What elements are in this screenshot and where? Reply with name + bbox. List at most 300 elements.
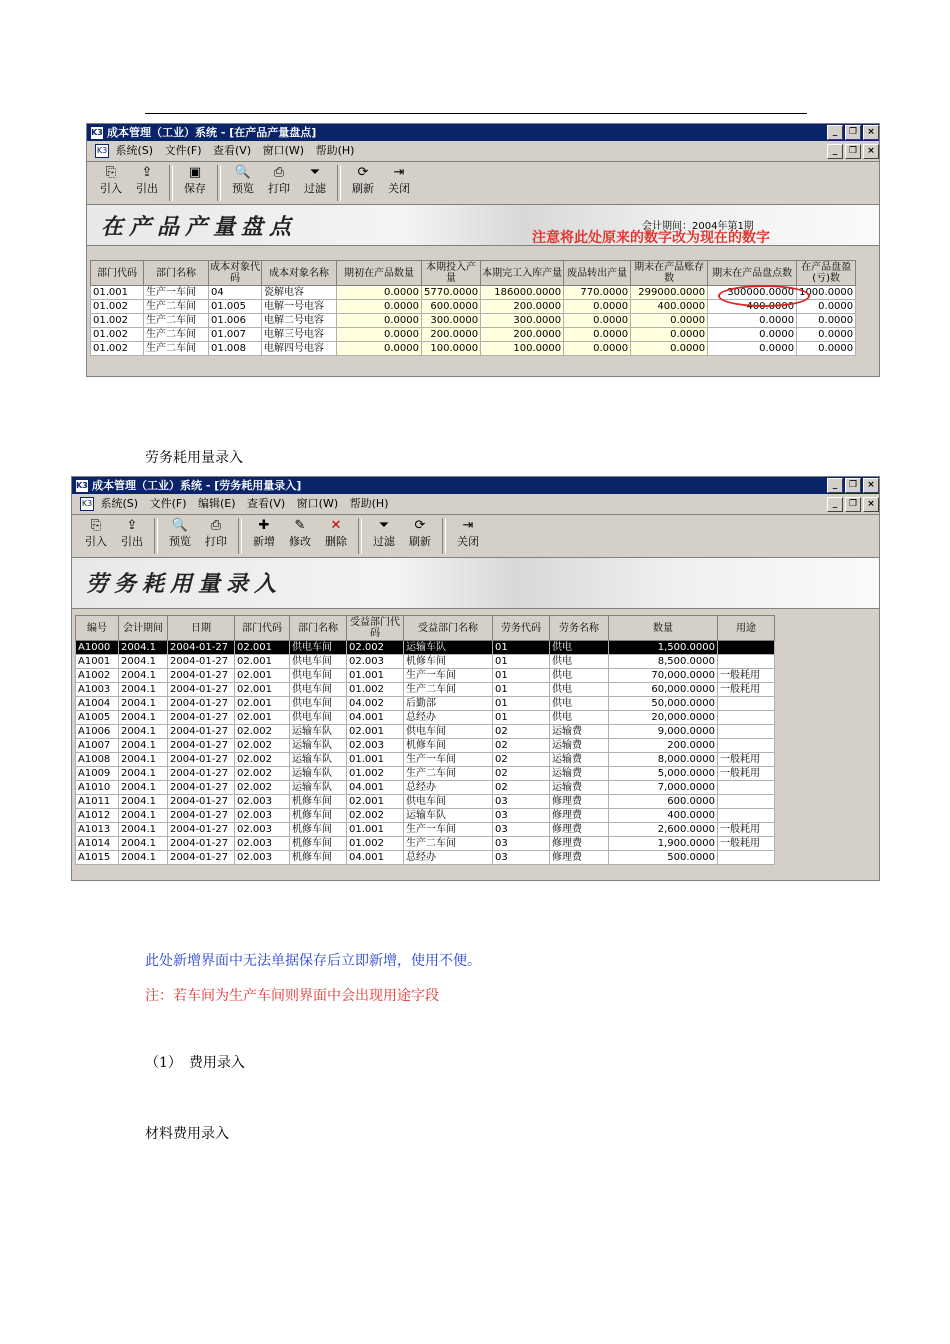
minimize-icon[interactable]: _ bbox=[827, 125, 843, 140]
column-header[interactable]: 部门代码 bbox=[235, 616, 290, 641]
table-cell[interactable] bbox=[718, 711, 775, 725]
table-cell[interactable]: 02 bbox=[493, 739, 550, 753]
table-cell[interactable]: 运输费 bbox=[550, 739, 609, 753]
table-cell[interactable] bbox=[718, 781, 775, 795]
table-cell[interactable]: 2004.1 bbox=[119, 697, 168, 711]
table-cell[interactable]: 运输车队 bbox=[404, 809, 493, 823]
table-cell[interactable]: 修理费 bbox=[550, 851, 609, 865]
table-cell[interactable]: 2004-01-27 bbox=[168, 641, 235, 655]
table-cell[interactable]: 02.003 bbox=[235, 823, 290, 837]
table-cell[interactable]: 0.0000 bbox=[564, 300, 631, 314]
table-cell[interactable]: 0.0000 bbox=[797, 300, 856, 314]
table-cell[interactable]: 2004.1 bbox=[119, 641, 168, 655]
filter-button[interactable]: ⏷ 过滤 bbox=[366, 515, 402, 550]
table-cell[interactable]: 02.001 bbox=[347, 795, 404, 809]
table-cell[interactable]: 供电车间 bbox=[290, 641, 347, 655]
table-cell[interactable]: 2004-01-27 bbox=[168, 767, 235, 781]
table-cell[interactable]: 0.0000 bbox=[631, 314, 708, 328]
table-cell[interactable]: 供电车间 bbox=[290, 697, 347, 711]
table-cell[interactable]: 供电 bbox=[550, 669, 609, 683]
menu-help[interactable]: 帮助(H) bbox=[315, 144, 355, 157]
table-cell[interactable]: 2004.1 bbox=[119, 781, 168, 795]
table-cell[interactable]: 02.001 bbox=[347, 725, 404, 739]
table-cell[interactable]: A1000 bbox=[76, 641, 119, 655]
table-cell[interactable]: 02.001 bbox=[235, 683, 290, 697]
column-header[interactable]: 部门名称 bbox=[144, 261, 209, 286]
table-cell[interactable]: 02 bbox=[493, 781, 550, 795]
table-cell[interactable]: 修理费 bbox=[550, 795, 609, 809]
table-cell[interactable]: 2004.1 bbox=[119, 851, 168, 865]
table-cell[interactable]: 生产一车间 bbox=[144, 286, 209, 300]
table-cell[interactable]: 电解四号电容 bbox=[262, 342, 337, 356]
table-cell[interactable]: 01.002 bbox=[347, 767, 404, 781]
table-cell[interactable]: A1014 bbox=[76, 837, 119, 851]
table-cell[interactable]: 供电 bbox=[550, 711, 609, 725]
table-cell[interactable]: 02.002 bbox=[235, 767, 290, 781]
table-cell[interactable]: 01 bbox=[493, 697, 550, 711]
table-cell[interactable]: 02.002 bbox=[347, 641, 404, 655]
close-icon[interactable]: × bbox=[863, 497, 879, 512]
table-cell[interactable]: 电解一号电容 bbox=[262, 300, 337, 314]
table-cell[interactable]: 机修车间 bbox=[290, 851, 347, 865]
table-cell[interactable]: 机修车间 bbox=[290, 795, 347, 809]
table-cell[interactable]: 770.0000 bbox=[564, 286, 631, 300]
table-cell[interactable]: 一般耗用 bbox=[718, 837, 775, 851]
import-button[interactable]: ⎘ 引入 bbox=[93, 162, 129, 197]
export-button[interactable]: ⇪ 引出 bbox=[129, 162, 165, 197]
close-icon[interactable]: × bbox=[863, 478, 879, 493]
restore-icon[interactable]: ❐ bbox=[845, 478, 861, 493]
menu-view[interactable]: 查看(V) bbox=[213, 144, 252, 157]
table-row[interactable] bbox=[76, 781, 775, 795]
table-cell[interactable]: 供电车间 bbox=[404, 795, 493, 809]
table-cell[interactable]: 供电车间 bbox=[290, 711, 347, 725]
refresh-button[interactable]: ⟳ 刷新 bbox=[402, 515, 438, 550]
table-cell[interactable]: 供电 bbox=[550, 683, 609, 697]
k3-menu-icon[interactable]: K3 bbox=[95, 144, 109, 158]
export-button[interactable]: ⇪ 引出 bbox=[114, 515, 150, 550]
table-cell[interactable]: 生产二车间 bbox=[144, 342, 209, 356]
table-cell[interactable]: 02.001 bbox=[235, 669, 290, 683]
menu-window[interactable]: 窗口(W) bbox=[296, 497, 339, 510]
table-cell[interactable]: 供电车间 bbox=[290, 683, 347, 697]
table-cell[interactable]: 01.002 bbox=[91, 300, 144, 314]
table-cell[interactable]: A1006 bbox=[76, 725, 119, 739]
table-cell[interactable]: 供电车间 bbox=[404, 725, 493, 739]
table-cell[interactable]: 0.0000 bbox=[797, 328, 856, 342]
table-cell[interactable]: 运输费 bbox=[550, 725, 609, 739]
table-cell[interactable]: 02.003 bbox=[347, 655, 404, 669]
table-cell[interactable]: A1005 bbox=[76, 711, 119, 725]
table-cell[interactable]: 2004.1 bbox=[119, 725, 168, 739]
table-cell[interactable]: 生产二车间 bbox=[404, 767, 493, 781]
save-button[interactable]: ▣ 保存 bbox=[177, 162, 213, 197]
table-cell[interactable]: 后勤部 bbox=[404, 697, 493, 711]
table-cell[interactable]: 运输车队 bbox=[290, 739, 347, 753]
table-cell[interactable]: A1010 bbox=[76, 781, 119, 795]
table-cell[interactable]: 0.0000 bbox=[708, 342, 797, 356]
column-header[interactable]: 部门名称 bbox=[290, 616, 347, 641]
table-cell[interactable]: 01 bbox=[493, 669, 550, 683]
table-cell[interactable]: 02.003 bbox=[235, 795, 290, 809]
table-cell[interactable]: 600.0000 bbox=[422, 300, 481, 314]
table-cell[interactable]: 2004.1 bbox=[119, 809, 168, 823]
table-cell[interactable]: 电解三号电容 bbox=[262, 328, 337, 342]
table-cell[interactable]: 01.002 bbox=[347, 683, 404, 697]
table-cell[interactable]: 总经办 bbox=[404, 851, 493, 865]
column-header[interactable]: 本期投入产量 bbox=[422, 261, 481, 286]
column-header[interactable]: 编号 bbox=[76, 616, 119, 641]
table-cell[interactable]: 1000.0000 bbox=[797, 286, 856, 300]
table-row[interactable] bbox=[76, 683, 775, 697]
table-cell[interactable]: A1001 bbox=[76, 655, 119, 669]
table-cell[interactable]: 一般耗用 bbox=[718, 683, 775, 697]
table-cell[interactable]: 生产二车间 bbox=[404, 683, 493, 697]
table-cell[interactable]: 机修车间 bbox=[290, 809, 347, 823]
table-cell[interactable]: 5,000.0000 bbox=[609, 767, 718, 781]
table-cell[interactable]: 01.001 bbox=[91, 286, 144, 300]
table-cell[interactable]: 02.002 bbox=[235, 739, 290, 753]
table-cell[interactable]: 01.001 bbox=[347, 823, 404, 837]
table-cell[interactable]: 一般耗用 bbox=[718, 753, 775, 767]
table-cell[interactable]: 200.0000 bbox=[481, 328, 564, 342]
add-button[interactable]: ✚ 新增 bbox=[246, 515, 282, 550]
table-cell[interactable]: 03 bbox=[493, 795, 550, 809]
table-cell[interactable]: A1011 bbox=[76, 795, 119, 809]
table-cell[interactable]: 01.002 bbox=[91, 328, 144, 342]
table-cell[interactable]: 生产二车间 bbox=[144, 328, 209, 342]
menu-view[interactable]: 查看(V) bbox=[247, 497, 286, 510]
table-cell[interactable]: 供电 bbox=[550, 697, 609, 711]
column-header[interactable]: 期初在产品数量 bbox=[337, 261, 422, 286]
table-row[interactable] bbox=[76, 711, 775, 725]
table-cell[interactable]: 瓷解电容 bbox=[262, 286, 337, 300]
menu-edit[interactable]: 编辑(E) bbox=[198, 497, 236, 510]
table-cell[interactable]: 0.0000 bbox=[631, 328, 708, 342]
edit-button[interactable]: ✎ 修改 bbox=[282, 515, 318, 550]
table-cell[interactable]: A1008 bbox=[76, 753, 119, 767]
table-cell[interactable]: 01.008 bbox=[209, 342, 262, 356]
table-cell[interactable]: 2004.1 bbox=[119, 683, 168, 697]
table-cell[interactable] bbox=[718, 851, 775, 865]
table-cell[interactable]: 300.0000 bbox=[422, 314, 481, 328]
column-header[interactable]: 数量 bbox=[609, 616, 718, 641]
table-cell[interactable]: 03 bbox=[493, 823, 550, 837]
table-cell[interactable]: 200.0000 bbox=[609, 739, 718, 753]
table-row[interactable] bbox=[91, 328, 856, 342]
restore-icon[interactable]: ❐ bbox=[845, 144, 861, 159]
table-cell[interactable]: 2,600.0000 bbox=[609, 823, 718, 837]
table-row[interactable] bbox=[76, 725, 775, 739]
table-cell[interactable]: 400.0000 bbox=[609, 809, 718, 823]
table-cell[interactable]: 0.0000 bbox=[708, 314, 797, 328]
table-cell[interactable]: 01 bbox=[493, 655, 550, 669]
table-cell[interactable]: A1002 bbox=[76, 669, 119, 683]
table-cell[interactable]: 机修车间 bbox=[290, 837, 347, 851]
table-cell[interactable]: 2004.1 bbox=[119, 753, 168, 767]
table-cell[interactable]: 总经办 bbox=[404, 711, 493, 725]
import-button[interactable]: ⎘ 引入 bbox=[78, 515, 114, 550]
filter-button[interactable]: ⏷ 过滤 bbox=[297, 162, 333, 197]
table-cell[interactable]: 2004-01-27 bbox=[168, 823, 235, 837]
table-cell[interactable]: 01.007 bbox=[209, 328, 262, 342]
table-cell[interactable]: 2004-01-27 bbox=[168, 781, 235, 795]
table-cell[interactable]: 04.001 bbox=[347, 711, 404, 725]
table-cell[interactable]: 400.0000 bbox=[631, 300, 708, 314]
table-cell[interactable]: 一般耗用 bbox=[718, 669, 775, 683]
table-cell[interactable]: 03 bbox=[493, 809, 550, 823]
delete-button[interactable]: ✕ 删除 bbox=[318, 515, 354, 550]
table-cell[interactable]: 2004.1 bbox=[119, 655, 168, 669]
table-cell[interactable]: 500.0000 bbox=[609, 851, 718, 865]
table-cell[interactable]: 运输车队 bbox=[290, 767, 347, 781]
column-header[interactable]: 本期完工入库产量 bbox=[481, 261, 564, 286]
table-cell[interactable]: 运输车队 bbox=[290, 781, 347, 795]
table-cell[interactable]: 供电 bbox=[550, 641, 609, 655]
table-cell[interactable]: 02.001 bbox=[235, 697, 290, 711]
print-button[interactable]: ⎙ 打印 bbox=[261, 162, 297, 197]
table-cell[interactable]: 02 bbox=[493, 753, 550, 767]
table-cell[interactable]: A1013 bbox=[76, 823, 119, 837]
table-row[interactable] bbox=[76, 753, 775, 767]
table-row[interactable] bbox=[76, 809, 775, 823]
column-header[interactable]: 成本对象代码 bbox=[210, 262, 260, 284]
table-cell[interactable]: 8,500.0000 bbox=[609, 655, 718, 669]
table-cell[interactable]: 生产一车间 bbox=[404, 823, 493, 837]
table-cell[interactable]: 01.005 bbox=[209, 300, 262, 314]
table-cell[interactable]: 02.002 bbox=[347, 809, 404, 823]
table-cell[interactable]: 60,000.0000 bbox=[609, 683, 718, 697]
table-cell[interactable]: 机修车间 bbox=[404, 655, 493, 669]
table-cell[interactable]: 02.001 bbox=[235, 711, 290, 725]
table-cell[interactable]: 生产一车间 bbox=[404, 753, 493, 767]
table-cell[interactable]: 运输费 bbox=[550, 781, 609, 795]
table-cell[interactable]: 01 bbox=[493, 641, 550, 655]
table-row[interactable] bbox=[76, 837, 775, 851]
close-icon[interactable]: × bbox=[863, 125, 879, 140]
table-cell[interactable]: 03 bbox=[493, 837, 550, 851]
table-cell[interactable]: 01.002 bbox=[347, 837, 404, 851]
table-cell[interactable]: 机修车间 bbox=[404, 739, 493, 753]
table-cell[interactable]: 0.0000 bbox=[337, 342, 422, 356]
restore-icon[interactable]: ❐ bbox=[845, 125, 861, 140]
table-cell[interactable]: 2004-01-27 bbox=[168, 725, 235, 739]
table-cell[interactable]: 0.0000 bbox=[564, 314, 631, 328]
table-cell[interactable]: 04.001 bbox=[347, 851, 404, 865]
table-cell[interactable]: 一般耗用 bbox=[718, 823, 775, 837]
column-header[interactable]: 劳务代码 bbox=[493, 616, 550, 641]
table-cell[interactable]: 300000.0000 bbox=[708, 286, 797, 300]
menu-file[interactable]: 文件(F) bbox=[149, 497, 187, 510]
table-cell[interactable]: 0.0000 bbox=[337, 300, 422, 314]
table-row[interactable] bbox=[76, 697, 775, 711]
table-cell[interactable]: 一般耗用 bbox=[718, 767, 775, 781]
column-header[interactable]: 期末在产品账存数 bbox=[631, 261, 708, 286]
table-cell[interactable]: 修理费 bbox=[550, 837, 609, 851]
menu-system[interactable]: 系统(S) bbox=[115, 144, 154, 157]
table-cell[interactable]: 2004-01-27 bbox=[168, 697, 235, 711]
table-cell[interactable]: 100.0000 bbox=[422, 342, 481, 356]
table-cell[interactable]: 600.0000 bbox=[609, 795, 718, 809]
table-cell[interactable]: 运输车队 bbox=[404, 641, 493, 655]
table-cell[interactable]: 02.003 bbox=[235, 809, 290, 823]
preview-button[interactable]: 🔍 预览 bbox=[225, 162, 261, 197]
table-cell[interactable]: 修理费 bbox=[550, 809, 609, 823]
table-row[interactable] bbox=[91, 314, 856, 328]
k3-menu-icon[interactable]: K3 bbox=[80, 497, 94, 511]
column-header[interactable]: 日期 bbox=[168, 616, 235, 641]
restore-icon[interactable]: ❐ bbox=[845, 497, 861, 512]
table-cell[interactable]: 2004-01-27 bbox=[168, 669, 235, 683]
table-cell[interactable]: 186000.0000 bbox=[481, 286, 564, 300]
table-cell[interactable]: 2004-01-27 bbox=[168, 655, 235, 669]
table-cell[interactable]: 0.0000 bbox=[564, 342, 631, 356]
table-cell[interactable]: 0.0000 bbox=[337, 286, 422, 300]
table-cell[interactable]: 供电车间 bbox=[290, 655, 347, 669]
close-button[interactable]: ⇥ 关闭 bbox=[450, 515, 486, 550]
refresh-button[interactable]: ⟳ 刷新 bbox=[345, 162, 381, 197]
column-header[interactable]: 受益部门代码 bbox=[347, 616, 404, 641]
table-cell[interactable]: 02.002 bbox=[235, 725, 290, 739]
table-row[interactable] bbox=[76, 655, 775, 669]
table-cell[interactable]: 01.002 bbox=[91, 342, 144, 356]
table-cell[interactable]: 01.006 bbox=[209, 314, 262, 328]
preview-button[interactable]: 🔍 预览 bbox=[162, 515, 198, 550]
menu-system[interactable]: 系统(S) bbox=[100, 497, 139, 510]
table-cell[interactable]: 总经办 bbox=[404, 781, 493, 795]
table-cell[interactable]: 2004-01-27 bbox=[168, 851, 235, 865]
table-cell[interactable]: 0.0000 bbox=[337, 328, 422, 342]
column-header[interactable]: 期末在产品盘点数 bbox=[708, 261, 797, 286]
table-row[interactable] bbox=[76, 641, 775, 655]
table-cell[interactable]: 2004.1 bbox=[119, 669, 168, 683]
menu-window[interactable]: 窗口(W) bbox=[262, 144, 305, 157]
table-cell[interactable]: 运输费 bbox=[550, 753, 609, 767]
minimize-icon[interactable]: _ bbox=[827, 497, 843, 512]
table-row[interactable] bbox=[76, 767, 775, 781]
column-header[interactable]: 受益部门名称 bbox=[404, 616, 493, 641]
table-cell[interactable]: 02.002 bbox=[235, 781, 290, 795]
table-cell[interactable]: 2004-01-27 bbox=[168, 837, 235, 851]
table-cell[interactable]: 03 bbox=[493, 851, 550, 865]
table-cell[interactable]: 生产一车间 bbox=[404, 669, 493, 683]
minimize-icon[interactable]: _ bbox=[827, 144, 843, 159]
column-header[interactable]: 会计期间 bbox=[119, 616, 168, 641]
table-cell[interactable]: 0.0000 bbox=[797, 342, 856, 356]
column-header[interactable]: 用途 bbox=[718, 616, 775, 641]
minimize-icon[interactable]: _ bbox=[827, 478, 843, 493]
table-cell[interactable]: 02.002 bbox=[235, 753, 290, 767]
table-cell[interactable]: 2004-01-27 bbox=[168, 711, 235, 725]
column-header[interactable]: 废品转出产量 bbox=[564, 261, 631, 286]
table-cell[interactable]: 2004.1 bbox=[119, 795, 168, 809]
table-cell[interactable]: 02.001 bbox=[235, 655, 290, 669]
table-cell[interactable]: 1,500.0000 bbox=[609, 641, 718, 655]
table-cell[interactable]: 50,000.0000 bbox=[609, 697, 718, 711]
table-cell[interactable]: 生产二车间 bbox=[404, 837, 493, 851]
table-cell[interactable]: 04 bbox=[209, 286, 262, 300]
table-cell[interactable]: 70,000.0000 bbox=[609, 669, 718, 683]
table-cell[interactable]: 1,900.0000 bbox=[609, 837, 718, 851]
table-cell[interactable]: 04.002 bbox=[347, 697, 404, 711]
table-cell[interactable]: 200.0000 bbox=[481, 300, 564, 314]
table-cell[interactable]: 02 bbox=[493, 767, 550, 781]
close-button[interactable]: ⇥ 关闭 bbox=[381, 162, 417, 197]
table-cell[interactable]: 02.003 bbox=[235, 851, 290, 865]
table-cell[interactable]: 2004-01-27 bbox=[168, 753, 235, 767]
table-cell[interactable]: 02 bbox=[493, 725, 550, 739]
table-cell[interactable]: 01.002 bbox=[91, 314, 144, 328]
table-cell[interactable]: 8,000.0000 bbox=[609, 753, 718, 767]
column-header[interactable]: 部门代码 bbox=[91, 261, 144, 286]
table-cell[interactable]: 2004.1 bbox=[119, 739, 168, 753]
table-cell[interactable]: 04.001 bbox=[347, 781, 404, 795]
table-cell[interactable]: 02.003 bbox=[347, 739, 404, 753]
table-cell[interactable]: 供电车间 bbox=[290, 669, 347, 683]
table-cell[interactable]: 200.0000 bbox=[422, 328, 481, 342]
table-cell[interactable]: A1012 bbox=[76, 809, 119, 823]
table-row[interactable] bbox=[76, 823, 775, 837]
table-cell[interactable]: 2004.1 bbox=[119, 767, 168, 781]
column-header[interactable]: 劳务名称 bbox=[550, 616, 609, 641]
table-cell[interactable] bbox=[718, 725, 775, 739]
table-cell[interactable]: 0.0000 bbox=[564, 328, 631, 342]
table-cell[interactable]: 运输费 bbox=[550, 767, 609, 781]
table-cell[interactable] bbox=[718, 809, 775, 823]
table-cell[interactable]: 01.001 bbox=[347, 753, 404, 767]
table-cell[interactable]: 2004-01-27 bbox=[168, 795, 235, 809]
table-cell[interactable]: 2004.1 bbox=[119, 837, 168, 851]
table-cell[interactable]: A1004 bbox=[76, 697, 119, 711]
table-cell[interactable] bbox=[718, 641, 775, 655]
table-cell[interactable]: 运输车队 bbox=[290, 753, 347, 767]
table-cell[interactable]: 5770.0000 bbox=[422, 286, 481, 300]
table-cell[interactable]: 0.0000 bbox=[337, 314, 422, 328]
table-cell[interactable]: A1009 bbox=[76, 767, 119, 781]
table-cell[interactable]: 9,000.0000 bbox=[609, 725, 718, 739]
table-row[interactable] bbox=[91, 342, 856, 356]
table-row[interactable] bbox=[76, 739, 775, 753]
column-header[interactable]: 在产品盘盈(亏)数 bbox=[797, 261, 856, 286]
table-cell[interactable]: 02.003 bbox=[235, 837, 290, 851]
print-button[interactable]: ⎙ 打印 bbox=[198, 515, 234, 550]
table-row[interactable] bbox=[76, 795, 775, 809]
table-cell[interactable]: 2004.1 bbox=[119, 823, 168, 837]
menu-help[interactable]: 帮助(H) bbox=[349, 497, 389, 510]
table-cell[interactable]: A1015 bbox=[76, 851, 119, 865]
table-cell[interactable]: 01 bbox=[493, 711, 550, 725]
column-header[interactable]: 成本对象名称 bbox=[262, 261, 337, 286]
table-cell[interactable]: 2004-01-27 bbox=[168, 809, 235, 823]
table-cell[interactable]: 机修车间 bbox=[290, 823, 347, 837]
table-cell[interactable]: 299000.0000 bbox=[631, 286, 708, 300]
table-cell[interactable]: 电解二号电容 bbox=[262, 314, 337, 328]
table-cell[interactable]: 0.0000 bbox=[631, 342, 708, 356]
menu-file[interactable]: 文件(F) bbox=[164, 144, 202, 157]
table-cell[interactable]: 300.0000 bbox=[481, 314, 564, 328]
table-cell[interactable]: 运输车队 bbox=[290, 725, 347, 739]
table-cell[interactable]: 01 bbox=[493, 683, 550, 697]
table-cell[interactable]: 2004-01-27 bbox=[168, 739, 235, 753]
table-cell[interactable]: 100.0000 bbox=[481, 342, 564, 356]
table-cell[interactable]: 02.001 bbox=[235, 641, 290, 655]
table-cell[interactable]: 20,000.0000 bbox=[609, 711, 718, 725]
table-cell[interactable] bbox=[718, 697, 775, 711]
table-row[interactable] bbox=[76, 669, 775, 683]
table-cell[interactable] bbox=[718, 655, 775, 669]
table-cell[interactable] bbox=[718, 739, 775, 753]
table-cell[interactable]: 0.0000 bbox=[708, 328, 797, 342]
